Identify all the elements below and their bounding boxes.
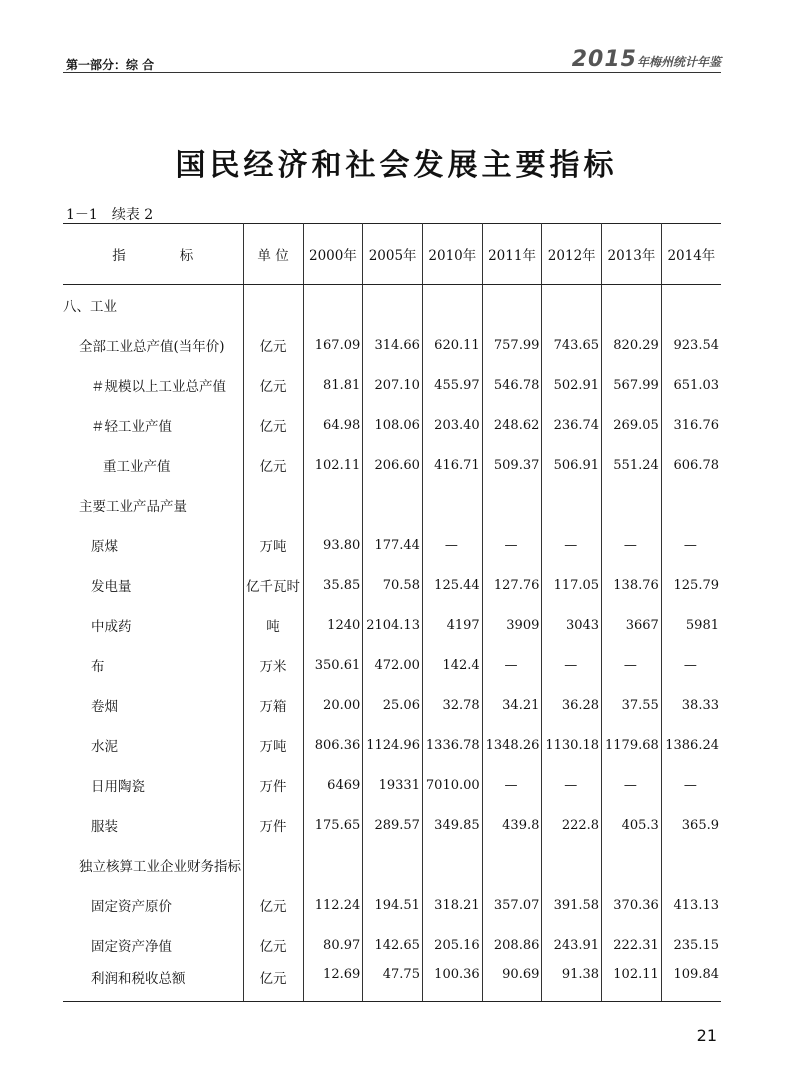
indicator-label: 利润和税收总额: [63, 965, 243, 1002]
value-cell: 138.76: [602, 565, 662, 605]
value-cell: 3667: [602, 605, 662, 645]
value-cell: —: [602, 765, 662, 805]
unit-cell: 亿元: [243, 365, 303, 405]
value-cell: —: [422, 525, 482, 565]
unit-cell: 万米: [243, 645, 303, 685]
value-cell: 142.65: [363, 925, 423, 965]
value-cell: 248.62: [482, 405, 542, 445]
value-cell: 757.99: [482, 325, 542, 365]
value-cell: 177.44: [363, 525, 423, 565]
value-cell: 370.36: [602, 885, 662, 925]
value-cell: 108.06: [363, 405, 423, 445]
table-row: [63, 725, 721, 765]
value-cell: 12.69: [303, 965, 363, 1002]
table-row: [63, 925, 721, 965]
value-cell: [422, 845, 482, 885]
table-row: [63, 685, 721, 725]
value-cell: 20.00: [303, 685, 363, 725]
indicator-label: 日用陶瓷: [63, 765, 243, 805]
value-cell: 175.65: [303, 805, 363, 845]
value-cell: 5981: [685, 617, 719, 633]
table-row: [63, 965, 721, 1002]
indicator-label: 固定资产净值: [63, 925, 243, 965]
value-cell: [422, 285, 482, 326]
value-cell: 34.21: [482, 685, 542, 725]
value-cell: [602, 845, 662, 885]
value-cell: 35.85: [303, 565, 363, 605]
unit-cell: [243, 845, 303, 885]
indicator-label: 布: [63, 645, 243, 685]
value-cell: 205.16: [422, 925, 482, 965]
unit-cell: 万箱: [243, 685, 303, 725]
value-cell: 91.38: [542, 965, 602, 1002]
value-cell: 743.65: [542, 325, 602, 365]
indicator-label: 中成药: [63, 605, 243, 645]
unit-cell: 吨: [243, 605, 303, 645]
value-cell: 506.91: [542, 445, 602, 485]
value-cell: 142.4: [422, 645, 482, 685]
value-cell: [363, 845, 423, 885]
value-cell: [542, 845, 602, 885]
table-row: [63, 805, 721, 845]
value-cell: 3909: [482, 605, 542, 645]
value-cell: 70.58: [363, 565, 423, 605]
value-cell: 100.36: [422, 965, 482, 1002]
value-cell: [542, 285, 602, 326]
value-cell: [661, 285, 721, 326]
value-cell: 243.91: [542, 925, 602, 965]
value-cell: 109.84: [661, 965, 721, 1002]
value-cell: 416.71: [422, 445, 482, 485]
value-cell: 365.9: [681, 817, 719, 833]
value-cell: [482, 845, 542, 885]
value-cell: 81.81: [303, 365, 363, 405]
value-cell: 125.79: [673, 577, 719, 593]
value-cell: 509.37: [482, 445, 542, 485]
column-header: 指 标: [63, 224, 243, 285]
value-cell: 102.11: [303, 445, 363, 485]
value-cell: 36.28: [542, 685, 602, 725]
value-cell: 472.00: [363, 645, 423, 685]
unit-cell: 万吨: [243, 725, 303, 765]
value-cell: —: [482, 645, 542, 685]
unit-cell: 亿元: [243, 405, 303, 445]
value-cell: [482, 485, 542, 525]
unit-cell: 亿元: [243, 925, 303, 965]
value-cell: 19331: [363, 765, 423, 805]
yearbook-name: 年梅州统计年鉴: [636, 55, 721, 69]
value-cell: —: [683, 657, 697, 673]
unit-cell: [243, 285, 303, 326]
value-cell: 4197: [422, 605, 482, 645]
indicator-label: 固定资产原价: [63, 885, 243, 925]
indicator-label: 八、工业: [63, 285, 243, 326]
table-row: [63, 285, 721, 326]
indicator-label: 主要工业产品产量: [63, 485, 243, 525]
value-cell: 1124.96: [363, 725, 423, 765]
table-row: [63, 405, 721, 445]
indicator-label: 原煤: [63, 525, 243, 565]
value-cell: 167.09: [303, 325, 363, 365]
value-cell: 32.78: [422, 685, 482, 725]
indicator-label: ＃轻工业产值: [63, 405, 243, 445]
value-cell: 820.29: [602, 325, 662, 365]
unit-cell: 万吨: [243, 525, 303, 565]
value-cell: [602, 485, 662, 525]
value-cell: 314.66: [363, 325, 423, 365]
value-cell: 112.24: [303, 885, 363, 925]
value-cell: [422, 485, 482, 525]
value-cell: —: [602, 525, 662, 565]
indicator-label: 水泥: [63, 725, 243, 765]
indicator-label: 卷烟: [63, 685, 243, 725]
value-cell: [363, 485, 423, 525]
table-row: [63, 365, 721, 405]
value-cell: —: [482, 525, 542, 565]
table-row: [63, 845, 721, 885]
value-cell: [303, 485, 363, 525]
value-cell: 350.61: [303, 645, 363, 685]
table-row: [63, 445, 721, 485]
value-cell: 208.86: [482, 925, 542, 965]
table-row: [63, 885, 721, 925]
value-cell: 7010.00: [422, 765, 482, 805]
table-row: [63, 765, 721, 805]
page-title: 国民经济和社会发展主要指标: [175, 148, 618, 183]
table-header-row: [63, 224, 721, 285]
value-cell: —: [482, 765, 542, 805]
value-cell: 357.07: [482, 885, 542, 925]
table-caption: 1－1 续表 2: [66, 207, 154, 223]
value-cell: 127.76: [482, 565, 542, 605]
value-cell: 2104.13: [363, 605, 423, 645]
value-cell: 235.15: [673, 937, 719, 953]
unit-cell: 亿元: [243, 885, 303, 925]
indicator-label: 独立核算工业企业财务指标: [63, 845, 243, 885]
value-cell: 117.05: [542, 565, 602, 605]
value-cell: 37.55: [602, 685, 662, 725]
value-cell: 25.06: [363, 685, 423, 725]
table-row: [63, 525, 721, 565]
page-number: 21: [696, 1026, 717, 1045]
unit-cell: 亿元: [243, 325, 303, 365]
table-row: [63, 645, 721, 685]
value-cell: 349.85: [422, 805, 482, 845]
column-header: 2000年: [303, 224, 363, 285]
indicator-label: 发电量: [63, 565, 243, 605]
table-body: [63, 285, 721, 1002]
value-cell: 194.51: [363, 885, 423, 925]
value-cell: [303, 285, 363, 326]
value-cell: 3043: [542, 605, 602, 645]
value-cell: 125.44: [422, 565, 482, 605]
unit-cell: 万件: [243, 805, 303, 845]
value-cell: 222.8: [542, 805, 602, 845]
value-cell: 806.36: [303, 725, 363, 765]
unit-cell: 亿元: [243, 445, 303, 485]
value-cell: 606.78: [673, 457, 719, 473]
indicator-table: [63, 223, 721, 1002]
indicator-label: 服装: [63, 805, 243, 845]
table-row: [63, 565, 721, 605]
value-cell: [661, 485, 721, 525]
value-cell: 651.03: [673, 377, 719, 393]
value-cell: [602, 285, 662, 326]
value-cell: 222.31: [602, 925, 662, 965]
value-cell: 318.21: [422, 885, 482, 925]
header-rule: [63, 72, 721, 73]
value-cell: 64.98: [303, 405, 363, 445]
value-cell: 1336.78: [422, 725, 482, 765]
value-cell: —: [542, 525, 602, 565]
value-cell: 80.97: [303, 925, 363, 965]
value-cell: 90.69: [482, 965, 542, 1002]
table-row: [63, 605, 721, 645]
column-header: 单 位: [243, 224, 303, 285]
indicator-label: 全部工业总产值(当年价): [63, 325, 243, 365]
value-cell: 203.40: [422, 405, 482, 445]
value-cell: [363, 285, 423, 326]
value-cell: —: [683, 537, 697, 553]
value-cell: —: [542, 765, 602, 805]
value-cell: 289.57: [363, 805, 423, 845]
indicator-label: 重工业产值: [63, 445, 243, 485]
value-cell: 102.11: [602, 965, 662, 1002]
value-cell: —: [602, 645, 662, 685]
value-cell: 455.97: [422, 365, 482, 405]
value-cell: 1348.26: [482, 725, 542, 765]
value-cell: 1240: [303, 605, 363, 645]
indicator-label: ＃规模以上工业总产值: [63, 365, 243, 405]
table-row: [63, 485, 721, 525]
unit-cell: [243, 485, 303, 525]
value-cell: —: [683, 777, 697, 793]
column-header: 2012年: [542, 224, 602, 285]
value-cell: 1130.18: [542, 725, 602, 765]
value-cell: 316.76: [673, 417, 719, 433]
value-cell: 207.10: [363, 365, 423, 405]
unit-cell: 亿千瓦时: [243, 565, 303, 605]
value-cell: [661, 845, 721, 885]
value-cell: 47.75: [363, 965, 423, 1002]
yearbook-year: 2015: [571, 47, 637, 72]
value-cell: 269.05: [602, 405, 662, 445]
value-cell: 93.80: [303, 525, 363, 565]
value-cell: 546.78: [482, 365, 542, 405]
unit-cell: 亿元: [243, 965, 303, 1002]
unit-cell: 万件: [243, 765, 303, 805]
value-cell: 439.8: [482, 805, 542, 845]
value-cell: 38.33: [681, 697, 719, 713]
value-cell: 502.91: [542, 365, 602, 405]
value-cell: 567.99: [602, 365, 662, 405]
value-cell: 405.3: [602, 805, 662, 845]
value-cell: [303, 845, 363, 885]
table-row: [63, 325, 721, 365]
column-header: 2011年: [482, 224, 542, 285]
section-header: 第一部分：综 合: [66, 58, 155, 72]
value-cell: 1386.24: [665, 737, 719, 753]
column-header: 2010年: [422, 224, 482, 285]
value-cell: —: [542, 645, 602, 685]
value-cell: 236.74: [542, 405, 602, 445]
yearbook-header: [572, 47, 721, 72]
column-header: 2014年: [661, 224, 721, 285]
value-cell: 391.58: [542, 885, 602, 925]
value-cell: 206.60: [363, 445, 423, 485]
value-cell: [542, 485, 602, 525]
value-cell: 620.11: [422, 325, 482, 365]
value-cell: 551.24: [602, 445, 662, 485]
column-header: 2013年: [602, 224, 662, 285]
value-cell: 923.54: [673, 337, 719, 353]
value-cell: 413.13: [673, 897, 719, 913]
column-header: 2005年: [363, 224, 423, 285]
value-cell: [482, 285, 542, 326]
value-cell: 1179.68: [602, 725, 662, 765]
value-cell: 6469: [303, 765, 363, 805]
